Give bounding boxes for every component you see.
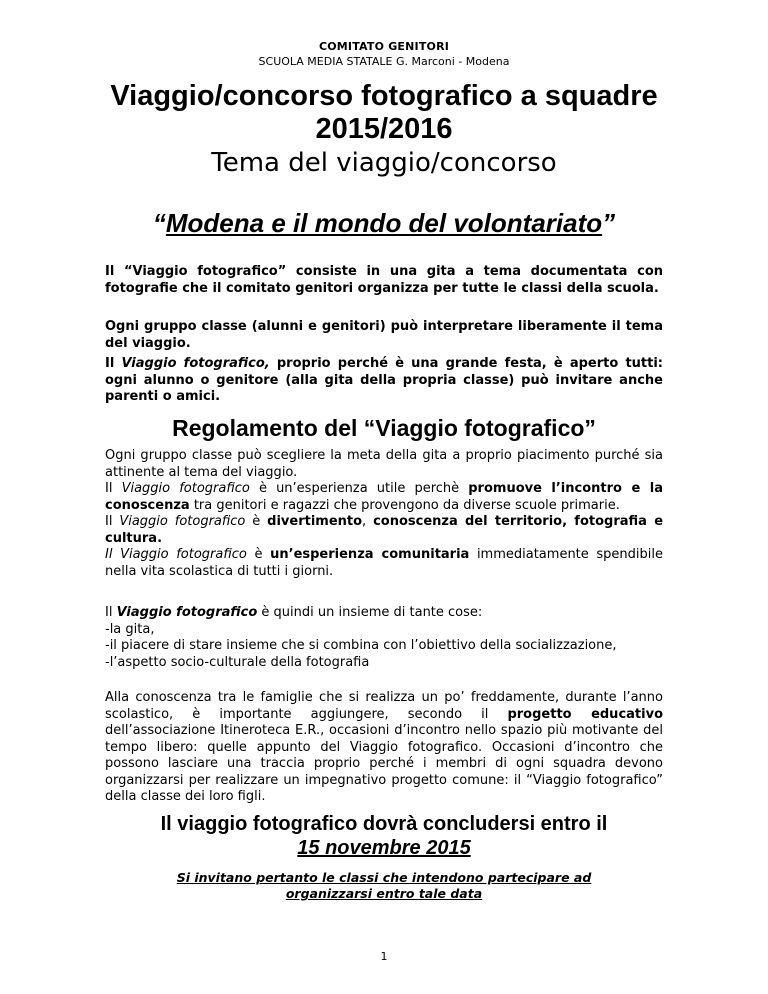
intro-p3-b: Viaggio fotografico, bbox=[121, 356, 270, 371]
note-line-2: organizzarsi entro tale data bbox=[285, 886, 483, 901]
rules-s4-b: è bbox=[246, 547, 271, 562]
rules-s3-c: è bbox=[245, 514, 268, 529]
list-intro-a: Il bbox=[105, 605, 117, 620]
title-line-1: Viaggio/concorso fotografico a squadre bbox=[110, 80, 658, 112]
deadline-line-1: Il viaggio fotografico dovrà concludersi entro il bbox=[160, 813, 608, 835]
list-item: -l’aspetto socio-culturale della fotografia bbox=[105, 654, 370, 670]
list-intro bbox=[105, 605, 663, 622]
deadline-note bbox=[0, 870, 768, 902]
header-school: SCUOLA MEDIA STATALE G. Marconi - Modena bbox=[258, 55, 510, 68]
intro-p3-c: proprio perché è una grande festa, è aperto tutti: ogni alunno o genitore (alla gita della propria classe) può invitare anche parenti o amici. bbox=[105, 356, 663, 404]
closing-b: progetto educativo bbox=[507, 706, 663, 722]
rules-s3-f: conoscenza del territorio, fotografia e cultura. bbox=[105, 514, 664, 546]
rules-paragraph bbox=[105, 448, 663, 580]
theme-close-quote: ” bbox=[602, 208, 616, 238]
rules-s3-d: divertimento bbox=[267, 514, 363, 529]
list-intro-c: è quindi un insieme di tante cose: bbox=[257, 605, 483, 620]
closing-paragraph bbox=[105, 690, 663, 806]
rules-sentence-2 bbox=[105, 481, 663, 514]
theme-heading bbox=[0, 208, 768, 239]
theme-open-quote: “ bbox=[152, 208, 166, 238]
rules-heading: Regolamento del “Viaggio fotografico” bbox=[172, 415, 596, 441]
deadline-date: 15 novembre 2015 bbox=[297, 837, 471, 859]
intro-paragraph-2: Ogni gruppo classe (alunni e genitori) può interpretare liberamente il tema del viaggio. bbox=[105, 319, 663, 351]
intro-paragraph-3 bbox=[105, 356, 663, 406]
list-intro-b: Viaggio fotografico bbox=[116, 605, 258, 620]
rules-s4-a: Il Viaggio fotografico bbox=[105, 547, 247, 562]
list-section bbox=[105, 605, 663, 671]
rules-s3-e: , bbox=[362, 514, 374, 529]
closing-a: Alla conoscenza tra le famiglie che si realizza un po’ freddamente, durante l’anno scolastico, è importante aggiungere, secondo il bbox=[105, 690, 663, 722]
deadline-heading bbox=[0, 812, 768, 860]
intro-p3-a: Il bbox=[105, 356, 122, 371]
theme-text: Modena e il mondo del volontariato bbox=[165, 208, 603, 238]
rules-s3-a: Il bbox=[105, 514, 120, 529]
rules-s2-a: Il bbox=[105, 481, 122, 496]
header-org: COMITATO GENITORI bbox=[318, 40, 450, 53]
closing-c: dell’associazione Itineroteca E.R., occasioni d’incontro nello spazio più motivante del tempo libero: quelle appunto del Viaggio fotografico. Occasioni d’incontro che possono lasciare una traccia proprio perché i membri di ogni squadra devono organizzarsi per realizzare un impegnativo progetto comune: il “Viaggio fotografico” della classe dei loro figli. bbox=[105, 723, 663, 804]
document-subtitle: Tema del viaggio/concorso bbox=[211, 148, 557, 178]
rules-s4-c: un’esperienza comunitaria bbox=[270, 547, 470, 562]
note-line-1: Si invitano pertanto le classi che intendono partecipare ad bbox=[176, 870, 592, 885]
rules-s2-e: tra genitori e ragazzi che provengono da diverse scuole primarie. bbox=[189, 497, 620, 513]
rules-s2-b: Viaggio fotografico bbox=[121, 481, 250, 496]
list-item: -la gita, bbox=[105, 621, 155, 637]
rules-s2-d: promuove l’incontro e la conoscenza bbox=[105, 481, 664, 513]
rules-s4-d: immediatamente spendibile nella vita scolastica di tutti i giorni. bbox=[105, 547, 663, 579]
rules-s2-c: è un’esperienza utile perchè bbox=[249, 481, 469, 496]
rules-sentence-1: Ogni gruppo classe può scegliere la meta della gita a proprio piacimento purché sia attinente al tema del viaggio. bbox=[105, 448, 663, 480]
rules-sentence-4 bbox=[105, 547, 663, 580]
rules-s3-b: Viaggio fotografico bbox=[119, 514, 246, 529]
intro-paragraph-1: Il “Viaggio fotografico” consiste in una gita a tema documentata con fotografie che il comitato genitori organizza per tutte le classi della scuola. bbox=[105, 264, 663, 296]
list-item: -il piacere di stare insieme che si combina con l’obiettivo della socializzazione, bbox=[105, 638, 617, 653]
title-line-2: 2015/2016 bbox=[315, 113, 453, 145]
document-title bbox=[60, 80, 708, 146]
page-number: 1 bbox=[380, 950, 388, 963]
rules-sentence-3 bbox=[105, 514, 663, 547]
